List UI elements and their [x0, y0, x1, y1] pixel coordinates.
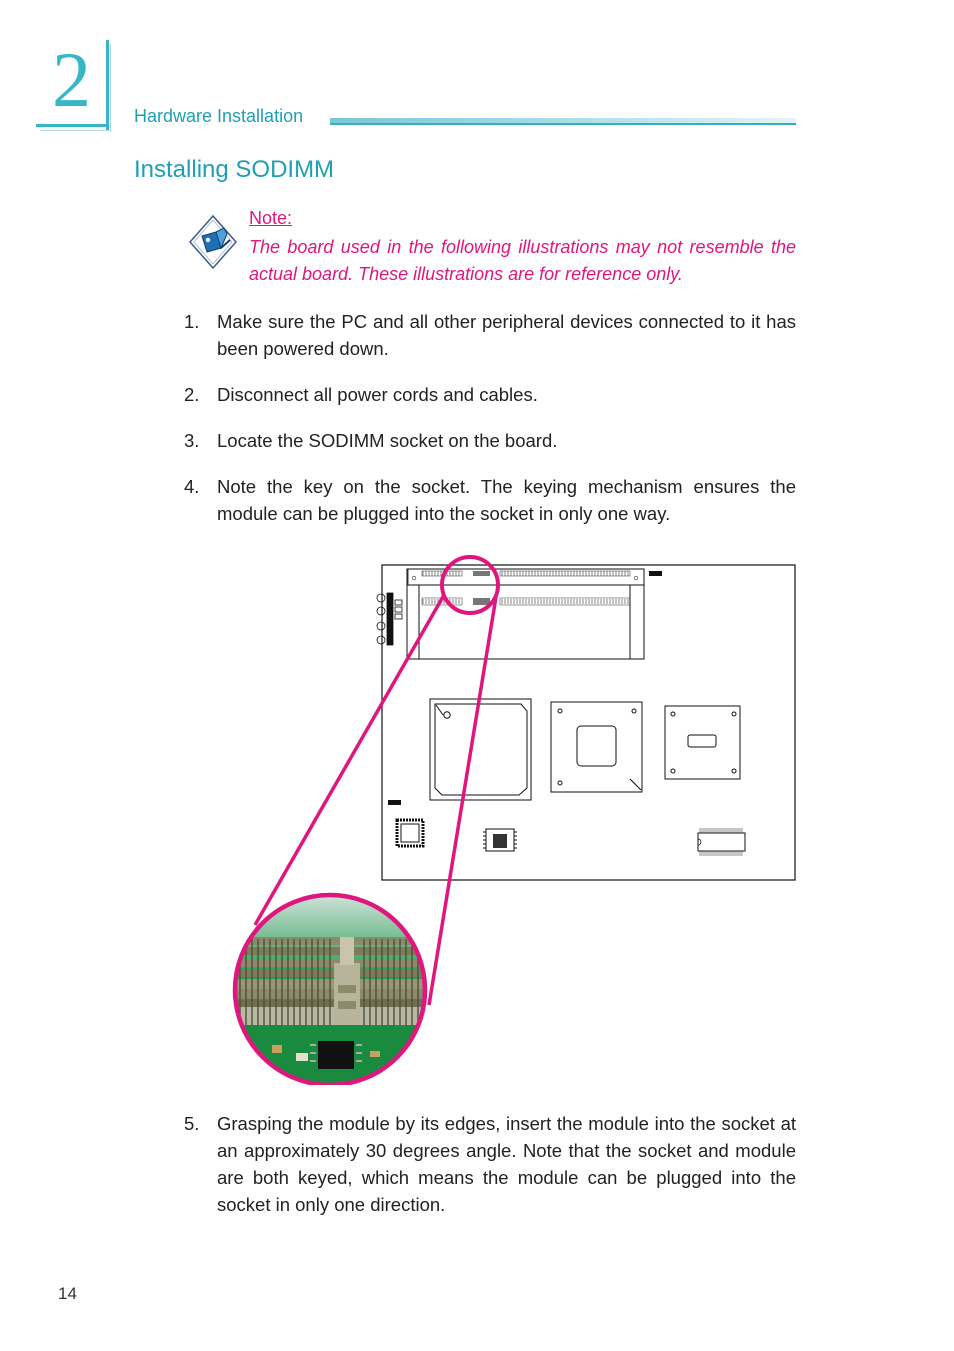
- note-body: The board used in the following illustrations may not resemble the actual board. These illustrations are for reference only.: [249, 237, 796, 284]
- board-marker: [649, 571, 662, 576]
- step-2: [184, 381, 796, 408]
- step-number: 2.: [184, 384, 200, 405]
- page-title: Installing SODIMM: [134, 156, 335, 183]
- note-pencil-icon: [188, 214, 238, 270]
- chapter-frame-vertical: [106, 40, 109, 130]
- chapter-frame-shadow-horizontal: [40, 130, 110, 131]
- section-label: Hardware Installation: [134, 106, 304, 126]
- step-4: [184, 473, 796, 527]
- step-number: 1.: [184, 311, 200, 332]
- soic-chip: [483, 829, 517, 851]
- chapter-number: 2: [52, 36, 91, 123]
- chapter-frame-horizontal: [36, 124, 108, 127]
- step-1: [184, 308, 796, 362]
- note-title: Note:: [249, 208, 293, 228]
- step-text: Disconnect all power cords and cables.: [217, 384, 538, 405]
- sodimm-board-figure: [230, 545, 800, 1085]
- step-number: 3.: [184, 430, 200, 451]
- chapter-frame-shadow-vertical: [110, 44, 111, 132]
- step-text: Make sure the PC and all other peripheral devices connected to it has been powered down.: [217, 311, 796, 359]
- header-rule-line: [330, 123, 796, 125]
- step-5: [184, 1110, 796, 1218]
- page-number: 14: [58, 1284, 77, 1303]
- qfp-chip: [397, 820, 423, 846]
- step-number: 4.: [184, 476, 200, 497]
- step-text: Grasping the module by its edges, insert the module into the socket at an approximately 30 degrees angle. Note that the socket and module are both keyed, which means the module can be plugged into the socket in only one direction.: [217, 1113, 796, 1215]
- step-text: Note the key on the socket. The keying mechanism ensures the module can be plugged into the socket in only one way.: [217, 476, 796, 524]
- step-text: Locate the SODIMM socket on the board.: [217, 430, 558, 451]
- board-marker: [388, 800, 401, 805]
- step-number: 5.: [184, 1113, 200, 1134]
- step-3: [184, 427, 796, 454]
